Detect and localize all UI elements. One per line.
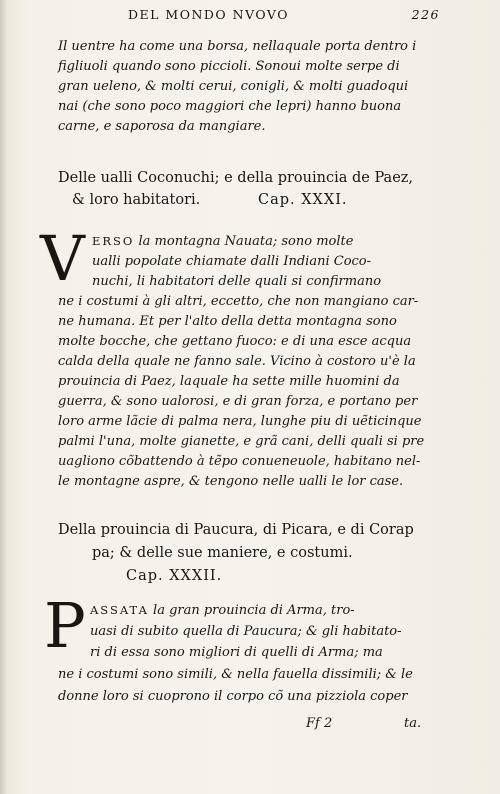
chapter-heading-cont: pa; & delle sue maniere, e costumi. (92, 545, 353, 561)
chapter-heading: Della prouincia di Paucura, di Picara, e di Corap (58, 522, 414, 538)
chapter-heading-cont: & loro habitatori. (72, 192, 201, 208)
text-line: ualli popolate chiamate dalli Indiani Coco- (92, 254, 372, 269)
text-line: uasi di subito quella di Paucura; & gli habitato- (90, 624, 402, 639)
drop-cap: V (40, 222, 85, 295)
text-line: carne, e saporosa da mangiare. (58, 119, 266, 134)
page-gutter-shadow (0, 0, 8, 794)
text-line: palmi l'una, molte gianette, e grã cani, delli quali si pre (58, 434, 425, 449)
text-line: Il uentre ha come una borsa, nellaquale porta dentro i (58, 39, 417, 54)
lead-word: ASSATA (90, 603, 149, 617)
text-line: nai (che sono poco maggiori che lepri) hanno buona (58, 99, 402, 114)
text-line: la montagna Nauata; sono molte (138, 234, 354, 249)
catchword: ta. (404, 716, 422, 731)
text-line: molte bocche, che gettano fuoco: e di una esce acqua (58, 334, 412, 349)
text-line: ri di essa sono migliori di quelli di Arma; ma (90, 645, 383, 660)
text-line: ne i costumi à gli altri, eccetto, che non mangiano car- (58, 294, 419, 309)
text-line: loro arme lãcie di palma nera, lunghe piu di uẽticinque (58, 414, 422, 429)
running-header (128, 7, 440, 22)
signature-mark: Ff 2 (306, 716, 333, 731)
text-line: calda della quale ne fanno sale. Vicino à costoro u'è la (58, 354, 416, 369)
text-line: ne i costumi sono simili, & nella fauella dissimili; & le (58, 667, 413, 682)
text-line: le montagne aspre, & tengono nelle ualli le lor case. (58, 474, 404, 489)
text-line: prouincia di Paez, laquale ha sette mille huomini da (58, 374, 400, 389)
text-line: nuchi, li habitatori delle quali si confirmano (92, 274, 382, 289)
chapter-number: Cap. XXXII. (126, 568, 223, 584)
text-line: la gran prouincia di Arma, tro- (153, 603, 355, 618)
text-line: uagliono cõbattendo à tẽpo conueneuole, habitano nel- (58, 454, 421, 469)
page-number: 226 (411, 7, 440, 22)
text-line: donne loro si cuoprono il corpo cõ una pizziola coper (58, 689, 408, 704)
running-title: DEL MONDO NVOVO (128, 7, 289, 22)
text-line: figliuoli quando sono piccioli. Sonoui molte serpe di (58, 59, 400, 74)
drop-cap: P (44, 589, 86, 662)
lead-word: ERSO (92, 234, 135, 248)
chapter-heading: Delle ualli Coconuchi; e della prouincia de Paez, (58, 170, 414, 186)
chapter-number: Cap. XXXI. (258, 192, 348, 208)
text-line: ne humana. Et per l'alto della detta montagna sono (58, 314, 397, 329)
text-line: guerra, & sono ualorosi, e di gran forza, e portano per (58, 394, 418, 409)
text-line: gran ueleno, & molti cerui, conigli, & molti guadoqui (58, 79, 409, 94)
